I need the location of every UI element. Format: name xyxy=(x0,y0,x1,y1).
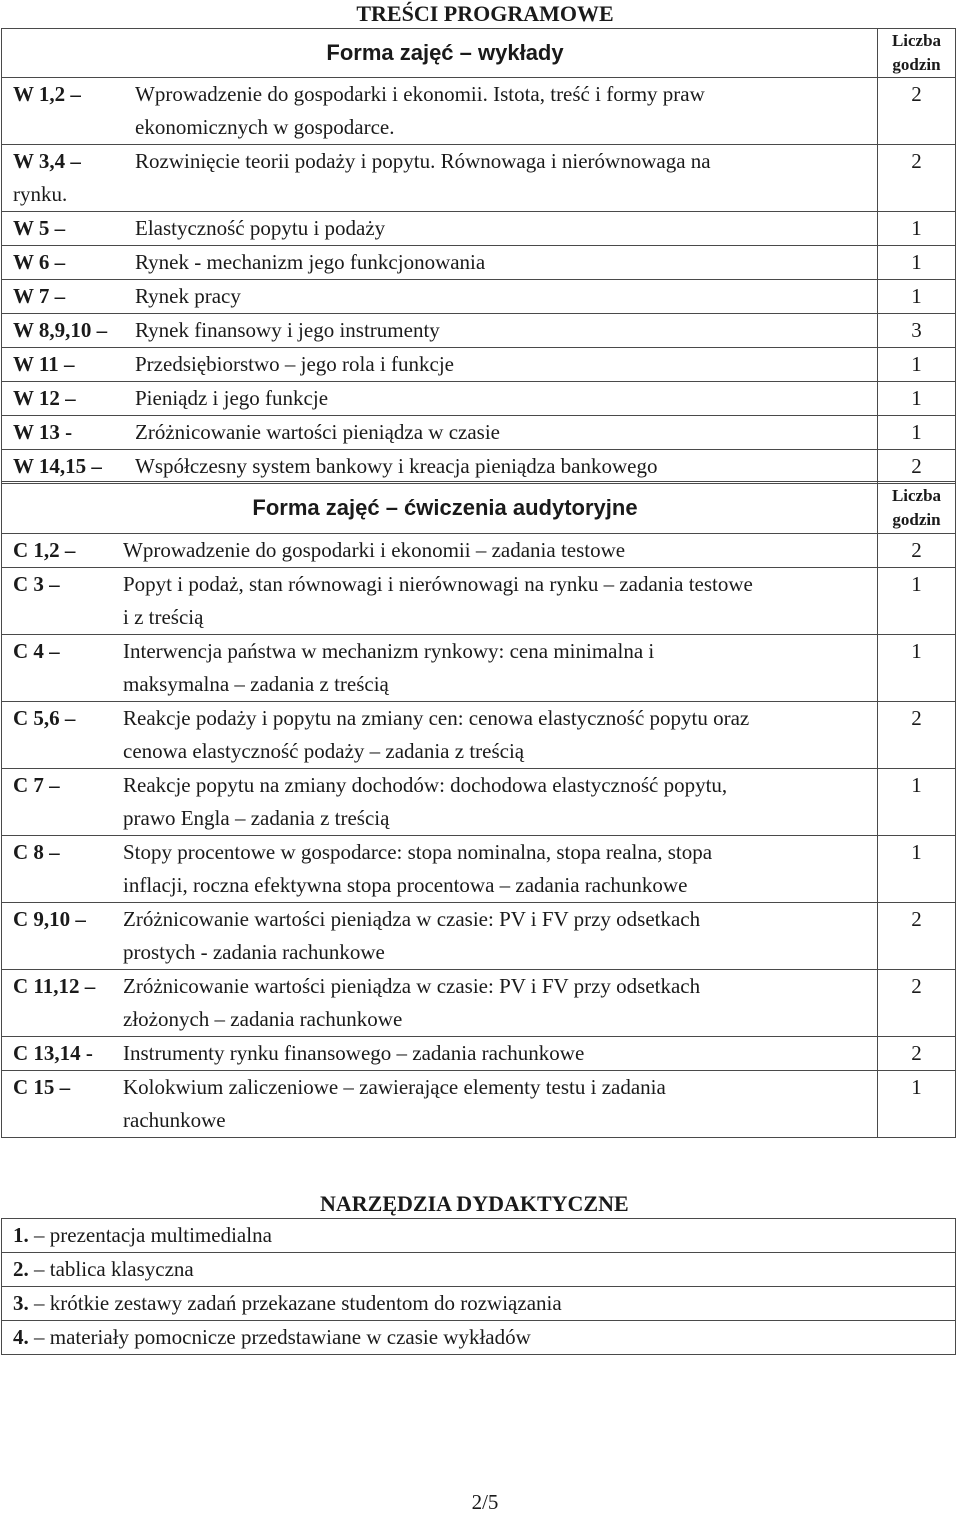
exercises-table xyxy=(1,481,956,1138)
exercise-hours: 2 xyxy=(878,1037,956,1070)
lecture-row xyxy=(1,145,956,212)
exercise-topic-line2: maksymalna – zadania z treścią xyxy=(123,672,389,696)
exercise-topic: Zróżnicowanie wartości pieniądza w czasie: PV i FV przy odsetkach xyxy=(123,907,701,931)
exercise-topic: Popyt i podaż, stan równowagi i nierównowagi na rynku – zadania testowe xyxy=(123,572,753,596)
lecture-topic-line1: Przedsiębiorstwo – jego rola i funkcje xyxy=(135,352,454,376)
lectures-table xyxy=(1,28,956,484)
exercise-row xyxy=(1,568,956,635)
lecture-topic xyxy=(135,212,877,245)
exercise-code: C 8 – xyxy=(13,840,60,864)
tool-item xyxy=(1,1321,956,1355)
exercise-topic: Reakcje popytu na zmiany dochodów: dochodowa elastyczność popytu, xyxy=(123,773,728,797)
exercise-code: C 11,12 – xyxy=(13,974,96,998)
exercise-hours: 2 xyxy=(878,534,956,567)
exercise-topic: Kolokwium zaliczeniowe – zawierające elementy testu i zadania xyxy=(123,1075,666,1099)
exercises-header-cell xyxy=(2,482,878,533)
tools-title: NARZĘDZIA DYDAKTYCZNE xyxy=(320,1191,629,1216)
exercise-hours: 2 xyxy=(878,702,956,768)
tool-text: – materiały pomocnicze przedstawiane w czasie wykładów xyxy=(34,1325,531,1349)
exercise-topic-cell xyxy=(2,769,878,835)
exercises-header-row xyxy=(1,482,956,534)
lecture-hours: 3 xyxy=(878,314,956,347)
exercise-hours: 2 xyxy=(878,903,956,969)
lecture-topic-cell xyxy=(2,314,878,347)
lecture-code: W 14,15 – xyxy=(13,454,102,478)
lecture-row xyxy=(1,78,956,145)
lecture-topic xyxy=(135,246,877,279)
exercise-topic: Reakcje podaży i popytu na zmiany cen: cenowa elastyczność popytu oraz xyxy=(123,706,750,730)
lecture-code: W 5 – xyxy=(13,216,66,240)
exercise-hours: 1 xyxy=(878,635,956,701)
exercise-hours: 1 xyxy=(878,1071,956,1137)
lecture-topic xyxy=(135,314,877,347)
lecture-code: W 1,2 – xyxy=(13,82,81,106)
lecture-topic-line1: Współczesny system bankowy i kreacja pieniądza bankowego xyxy=(135,454,658,478)
exercise-code: C 5,6 – xyxy=(13,706,76,730)
exercises-header: Forma zajęć – ćwiczenia audytoryjne xyxy=(252,494,638,520)
lecture-row xyxy=(1,314,956,348)
lecture-topic-line1: Elastyczność popytu i podaży xyxy=(135,216,386,240)
tool-item xyxy=(1,1287,956,1321)
hours-header-line2: godzin xyxy=(892,55,941,74)
exercise-topic-line2: i z treścią xyxy=(123,605,204,629)
exercise-topic-line2: prawo Engla – zadania z treścią xyxy=(123,806,390,830)
lecture-topic-line1: Pieniądz i jego funkcje xyxy=(135,386,329,410)
tool-number: 1. xyxy=(13,1223,29,1247)
lecture-hours: 1 xyxy=(878,382,956,415)
tool-item xyxy=(1,1219,956,1253)
hours-header-line1: Liczba xyxy=(891,31,942,50)
exercise-code: C 1,2 – xyxy=(13,538,76,562)
lecture-row xyxy=(1,450,956,484)
exercise-row xyxy=(1,970,956,1037)
exercise-hours: 2 xyxy=(878,970,956,1036)
lecture-hours: 1 xyxy=(878,212,956,245)
hours-header-line2: godzin xyxy=(892,509,941,529)
lecture-hours: 1 xyxy=(878,280,956,313)
lecture-topic-cell xyxy=(2,212,878,245)
tool-text: – prezentacja multimedialna xyxy=(34,1223,272,1247)
lecture-topic-line2: ekonomicznych w gospodarce. xyxy=(135,115,395,139)
exercise-hours: 1 xyxy=(878,769,956,835)
lecture-topic-line1: Zróżnicowanie wartości pieniądza w czasie xyxy=(135,420,500,444)
tool-text: – krótkie zestawy zadań przekazane studentom do rozwiązania xyxy=(34,1291,562,1315)
exercises-hours-header xyxy=(878,482,956,533)
lecture-topic-cell xyxy=(2,246,878,279)
lecture-topic-line2: rynku. xyxy=(13,182,68,206)
lecture-topic xyxy=(135,450,877,483)
exercise-code: C 4 – xyxy=(13,639,60,663)
lecture-topic xyxy=(135,280,877,313)
lecture-topic xyxy=(135,145,877,178)
tool-number: 2. xyxy=(13,1257,29,1281)
lecture-row xyxy=(1,246,956,280)
exercise-topic-cell xyxy=(2,1037,878,1070)
lecture-topic-line1: Rynek finansowy i jego instrumenty xyxy=(135,318,440,342)
exercise-topic-cell xyxy=(2,635,878,701)
lecture-code: W 6 – xyxy=(13,250,66,274)
exercise-hours: 1 xyxy=(878,836,956,902)
lecture-topic xyxy=(135,382,877,415)
lecture-hours: 1 xyxy=(878,416,956,449)
lectures-header-row xyxy=(1,29,956,78)
exercise-topic-line2: inflacji, roczna efektywna stopa procentowa – zadania rachunkowe xyxy=(123,873,688,897)
page-number: 2/5 xyxy=(471,1490,499,1514)
tool-number: 3. xyxy=(13,1291,29,1315)
lecture-topic-cell xyxy=(2,145,878,211)
lecture-code: W 13 - xyxy=(13,420,73,444)
tool-item xyxy=(1,1253,956,1287)
lecture-topic-cell xyxy=(2,382,878,415)
exercise-topic-cell xyxy=(2,970,878,1036)
exercise-topic-line2: cenowa elastyczność podaży – zadania z treścią xyxy=(123,739,525,763)
exercise-topic-cell xyxy=(2,568,878,634)
lecture-hours: 1 xyxy=(878,348,956,381)
lecture-topic-line1: Rynek - mechanizm jego funkcjonowania xyxy=(135,250,486,274)
lecture-code: W 12 – xyxy=(13,386,76,410)
lecture-row xyxy=(1,416,956,450)
exercise-topic-line2: rachunkowe xyxy=(123,1108,226,1132)
exercise-hours: 1 xyxy=(878,568,956,634)
page-title: TREŚCI PROGRAMOWE xyxy=(356,1,614,26)
exercise-row xyxy=(1,702,956,769)
exercise-row xyxy=(1,1071,956,1138)
lecture-hours: 2 xyxy=(878,145,956,211)
lecture-row xyxy=(1,382,956,416)
lectures-header: Forma zajęć – wykłady xyxy=(326,40,564,65)
lectures-header-cell xyxy=(2,29,878,77)
exercise-topic: Wprowadzenie do gospodarki i ekonomii – zadania testowe xyxy=(123,538,626,562)
lecture-code: W 3,4 – xyxy=(13,149,81,173)
lecture-topic xyxy=(135,416,877,449)
lecture-row xyxy=(1,348,956,382)
lecture-hours: 2 xyxy=(878,450,956,483)
lecture-topic-line1: Rynek pracy xyxy=(135,284,241,308)
lecture-hours: 2 xyxy=(878,78,956,144)
lecture-topic xyxy=(135,348,877,381)
exercise-row xyxy=(1,1037,956,1071)
lecture-hours: 1 xyxy=(878,246,956,279)
exercise-row xyxy=(1,769,956,836)
lecture-code: W 11 – xyxy=(13,352,75,376)
lecture-topic-line1: Rozwinięcie teorii podaży i popytu. Równowaga i nierównowaga na xyxy=(135,149,711,173)
exercise-topic-cell xyxy=(2,534,878,567)
tools-list xyxy=(1,1218,956,1355)
lecture-topic xyxy=(135,78,877,111)
exercise-code: C 3 – xyxy=(13,572,60,596)
exercise-topic: Zróżnicowanie wartości pieniądza w czasie: PV i FV przy odsetkach xyxy=(123,974,701,998)
exercise-topic-line2: prostych - zadania rachunkowe xyxy=(123,940,385,964)
exercise-row xyxy=(1,534,956,568)
exercise-topic-cell xyxy=(2,903,878,969)
exercise-code: C 9,10 – xyxy=(13,907,86,931)
lecture-topic-line1: Wprowadzenie do gospodarki i ekonomii. Istota, treść i formy praw xyxy=(135,82,705,106)
hours-header-line1: Liczba xyxy=(891,485,942,505)
exercise-topic-cell xyxy=(2,836,878,902)
exercise-topic: Interwencja państwa w mechanizm rynkowy: cena minimalna i xyxy=(123,639,655,663)
lecture-code: W 8,9,10 – xyxy=(13,318,108,342)
lecture-topic-cell xyxy=(2,280,878,313)
lecture-topic-cell xyxy=(2,78,878,144)
exercise-topic-cell xyxy=(2,1071,878,1137)
lecture-topic-cell xyxy=(2,348,878,381)
exercise-topic-line2: złożonych – zadania rachunkowe xyxy=(123,1007,403,1031)
exercise-code: C 15 – xyxy=(13,1075,71,1099)
lecture-code: W 7 – xyxy=(13,284,66,308)
lectures-hours-header xyxy=(878,29,956,77)
exercise-topic: Instrumenty rynku finansowego – zadania rachunkowe xyxy=(123,1041,585,1065)
lecture-row xyxy=(1,212,956,246)
exercise-topic-cell xyxy=(2,702,878,768)
tool-number: 4. xyxy=(13,1325,29,1349)
exercise-row xyxy=(1,635,956,702)
tool-text: – tablica klasyczna xyxy=(34,1257,194,1281)
exercise-topic: Stopy procentowe w gospodarce: stopa nominalna, stopa realna, stopa xyxy=(123,840,713,864)
exercise-code: C 7 – xyxy=(13,773,60,797)
exercise-row xyxy=(1,836,956,903)
exercise-code: C 13,14 - xyxy=(13,1041,93,1065)
exercise-row xyxy=(1,903,956,970)
lecture-row xyxy=(1,280,956,314)
lecture-topic-cell xyxy=(2,416,878,449)
lecture-topic-cell xyxy=(2,450,878,483)
